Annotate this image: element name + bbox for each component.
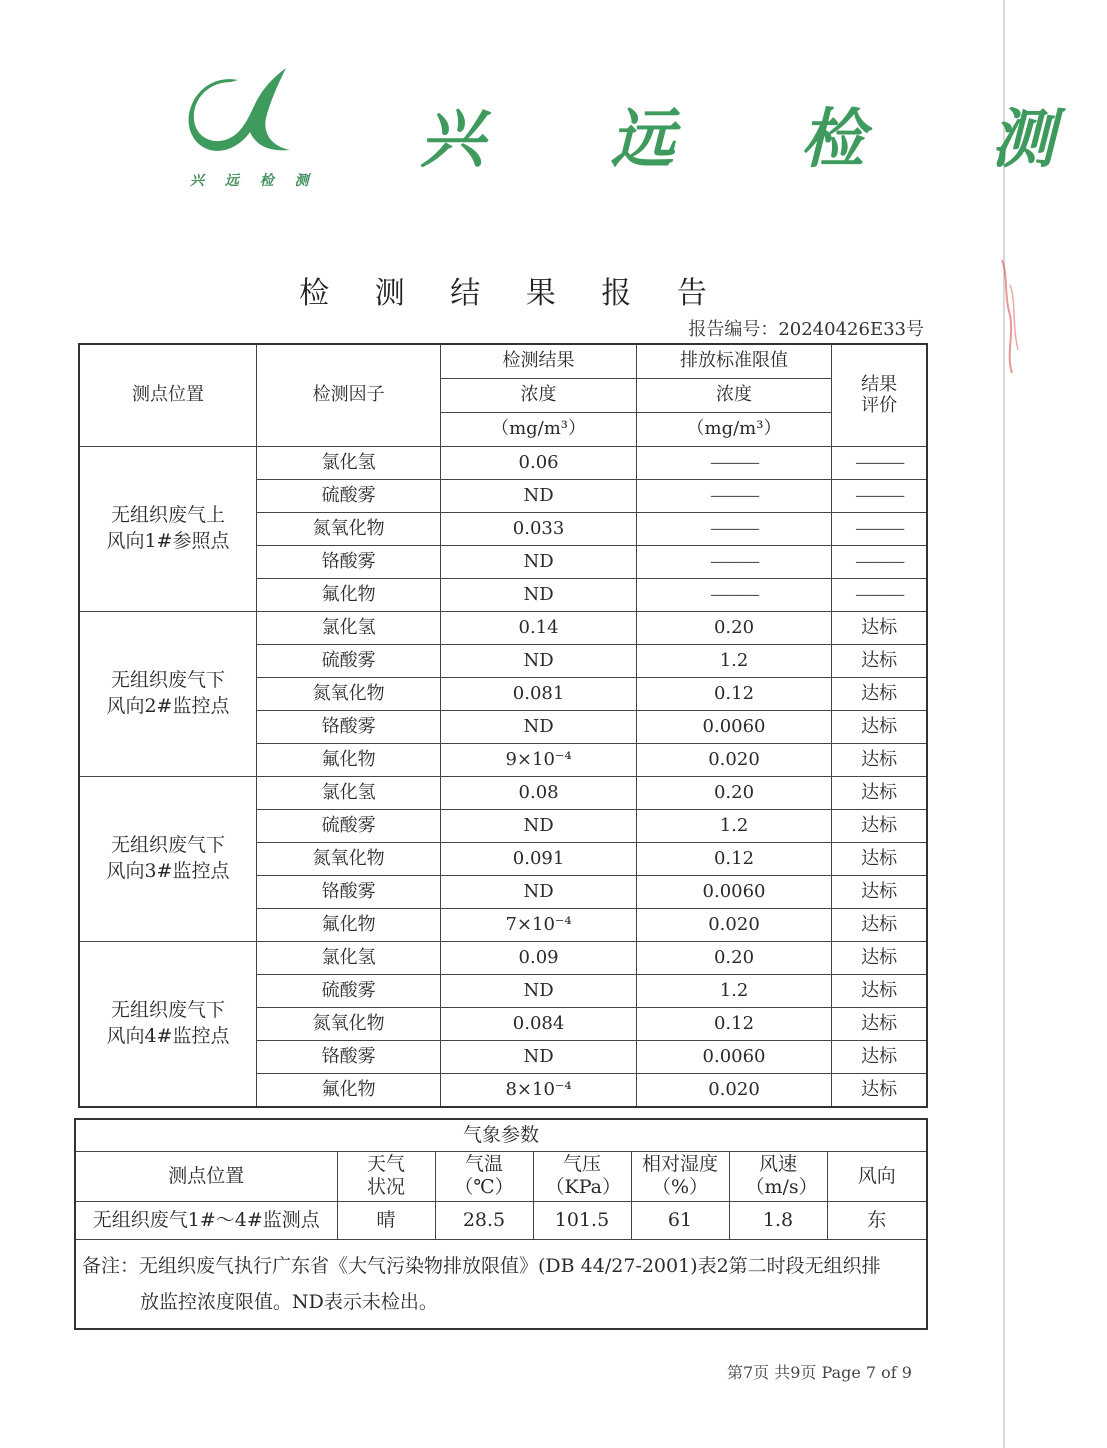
limit-value: ——— bbox=[636, 512, 831, 545]
remarks-line-1: 备注：无组织废气执行广东省《大气污染物排放限值》(DB 44/27-2001)表2第二时段无组织排 bbox=[82, 1254, 881, 1277]
limit-value: 0.20 bbox=[636, 776, 831, 809]
page-footer: 第7页 共9页 Page 7 of 9 bbox=[726, 1363, 912, 1382]
detection-factor: 硫酸雾 bbox=[256, 809, 440, 842]
result-value: 9×10⁻⁴ bbox=[441, 743, 636, 776]
page-edge-line bbox=[1003, 0, 1005, 1448]
evaluation-value: 达标 bbox=[832, 842, 927, 875]
result-value: 0.09 bbox=[441, 941, 636, 974]
logo-caption: 兴 远 检 测 bbox=[190, 173, 317, 189]
header-evaluation-text: 结果评价 bbox=[861, 373, 898, 417]
header-location: 测点位置 bbox=[79, 344, 256, 446]
evaluation-value: 达标 bbox=[832, 710, 927, 743]
evaluation-value: 达标 bbox=[832, 1040, 927, 1073]
evaluation-value: 达标 bbox=[832, 677, 927, 710]
result-value: 0.091 bbox=[441, 842, 636, 875]
weather-header-location: 测点位置 bbox=[75, 1151, 337, 1201]
header-limit-concentration: 浓度 bbox=[636, 378, 831, 412]
detection-factor: 硫酸雾 bbox=[256, 974, 440, 1007]
limit-value: 0.12 bbox=[636, 677, 831, 710]
result-value: ND bbox=[441, 974, 636, 1007]
weather-table bbox=[74, 1118, 928, 1330]
limit-value: 1.2 bbox=[636, 644, 831, 677]
header-result-concentration: 浓度 bbox=[441, 378, 636, 412]
table-row bbox=[79, 776, 927, 809]
monitoring-location: 无组织废气下风向2#监控点 bbox=[79, 611, 256, 776]
limit-value: 0.12 bbox=[636, 842, 831, 875]
header-limit-unit: （mg/m³） bbox=[636, 412, 831, 446]
limit-value: 0.0060 bbox=[636, 710, 831, 743]
evaluation-value: 达标 bbox=[832, 941, 927, 974]
weather-header-temperature: 气温（℃） bbox=[435, 1151, 533, 1201]
remarks-line-2: 放监控浓度限值。ND表示未检出。 bbox=[140, 1290, 438, 1313]
weather-wind-speed: 1.8 bbox=[729, 1201, 827, 1239]
weather-condition: 晴 bbox=[337, 1201, 435, 1239]
detection-factor: 氯化氢 bbox=[256, 611, 440, 644]
evaluation-value: ——— bbox=[832, 479, 927, 512]
evaluation-value: ——— bbox=[832, 512, 927, 545]
result-value: ND bbox=[441, 644, 636, 677]
result-value: 0.033 bbox=[441, 512, 636, 545]
weather-pressure: 101.5 bbox=[533, 1201, 631, 1239]
detection-factor: 氟化物 bbox=[256, 578, 440, 611]
limit-value: 0.0060 bbox=[636, 875, 831, 908]
limit-value: 0.0060 bbox=[636, 1040, 831, 1073]
detection-factor: 氮氧化物 bbox=[256, 1007, 440, 1040]
result-value: ND bbox=[441, 479, 636, 512]
table-row bbox=[79, 941, 927, 974]
weather-header-humidity: 相对湿度（%） bbox=[631, 1151, 729, 1201]
header-result-unit: （mg/m³） bbox=[441, 412, 636, 446]
evaluation-value: ——— bbox=[832, 578, 927, 611]
limit-value: 0.020 bbox=[636, 1073, 831, 1107]
evaluation-value: 达标 bbox=[832, 776, 927, 809]
result-value: 0.08 bbox=[441, 776, 636, 809]
detection-factor: 氮氧化物 bbox=[256, 512, 440, 545]
evaluation-value: 达标 bbox=[832, 1073, 927, 1107]
result-value: 0.084 bbox=[441, 1007, 636, 1040]
monitoring-location: 无组织废气下风向3#监控点 bbox=[79, 776, 256, 941]
result-value: 0.081 bbox=[441, 677, 636, 710]
company-logo-icon bbox=[186, 62, 296, 152]
detection-factor: 铬酸雾 bbox=[256, 875, 440, 908]
weather-header-condition: 天气状况 bbox=[337, 1151, 435, 1201]
evaluation-value: 达标 bbox=[832, 974, 927, 1007]
header-factor: 检测因子 bbox=[256, 344, 440, 446]
brand-name: 兴 远 检 测 bbox=[420, 102, 1107, 177]
detection-factor: 硫酸雾 bbox=[256, 479, 440, 512]
result-value: ND bbox=[441, 875, 636, 908]
detection-factor: 氯化氢 bbox=[256, 776, 440, 809]
weather-title: 气象参数 bbox=[75, 1119, 927, 1151]
evaluation-value: 达标 bbox=[832, 908, 927, 941]
detection-factor: 氟化物 bbox=[256, 1073, 440, 1107]
limit-value: 0.12 bbox=[636, 1007, 831, 1040]
weather-temperature: 28.5 bbox=[435, 1201, 533, 1239]
table-row bbox=[79, 446, 927, 479]
evaluation-value: 达标 bbox=[832, 875, 927, 908]
evaluation-value: 达标 bbox=[832, 743, 927, 776]
detection-factor: 氟化物 bbox=[256, 908, 440, 941]
result-value: 7×10⁻⁴ bbox=[441, 908, 636, 941]
result-value: ND bbox=[441, 578, 636, 611]
detection-factor: 铬酸雾 bbox=[256, 1040, 440, 1073]
results-table bbox=[78, 343, 928, 1108]
limit-value: 1.2 bbox=[636, 974, 831, 1007]
evaluation-value: ——— bbox=[832, 446, 927, 479]
header-evaluation bbox=[832, 344, 927, 446]
detection-factor: 铬酸雾 bbox=[256, 710, 440, 743]
detection-factor: 氟化物 bbox=[256, 743, 440, 776]
weather-humidity: 61 bbox=[631, 1201, 729, 1239]
weather-location: 无组织废气1#～4#监测点 bbox=[75, 1201, 337, 1239]
result-value: 8×10⁻⁴ bbox=[441, 1073, 636, 1107]
weather-header-wind-direction: 风向 bbox=[827, 1151, 927, 1201]
detection-factor: 铬酸雾 bbox=[256, 545, 440, 578]
limit-value: ——— bbox=[636, 545, 831, 578]
limit-value: ——— bbox=[636, 578, 831, 611]
table-row bbox=[79, 611, 927, 644]
monitoring-location: 无组织废气下风向4#监控点 bbox=[79, 941, 256, 1107]
remarks-note bbox=[75, 1239, 927, 1329]
result-value: ND bbox=[441, 1040, 636, 1073]
detection-factor: 氯化氢 bbox=[256, 446, 440, 479]
weather-header-pressure: 气压（KPa） bbox=[533, 1151, 631, 1201]
detection-factor: 氮氧化物 bbox=[256, 842, 440, 875]
limit-value: 0.020 bbox=[636, 743, 831, 776]
report-number: 报告编号：20240426E33号 bbox=[688, 319, 924, 340]
header-result: 检测结果 bbox=[441, 344, 636, 378]
header-limit: 排放标准限值 bbox=[636, 344, 831, 378]
report-title: 检 测 结 果 报 告 bbox=[299, 276, 725, 311]
monitoring-location: 无组织废气上风向1#参照点 bbox=[79, 446, 256, 611]
limit-value: ——— bbox=[636, 446, 831, 479]
evaluation-value: ——— bbox=[832, 545, 927, 578]
limit-value: 1.2 bbox=[636, 809, 831, 842]
limit-value: ——— bbox=[636, 479, 831, 512]
evaluation-value: 达标 bbox=[832, 611, 927, 644]
weather-wind-direction: 东 bbox=[827, 1201, 927, 1239]
limit-value: 0.020 bbox=[636, 908, 831, 941]
result-value: 0.14 bbox=[441, 611, 636, 644]
result-value: ND bbox=[441, 710, 636, 743]
evaluation-value: 达标 bbox=[832, 644, 927, 677]
weather-header-wind-speed: 风速（m/s） bbox=[729, 1151, 827, 1201]
result-value: ND bbox=[441, 545, 636, 578]
result-value: 0.06 bbox=[441, 446, 636, 479]
limit-value: 0.20 bbox=[636, 611, 831, 644]
result-value: ND bbox=[441, 809, 636, 842]
detection-factor: 硫酸雾 bbox=[256, 644, 440, 677]
detection-factor: 氮氧化物 bbox=[256, 677, 440, 710]
detection-factor: 氯化氢 bbox=[256, 941, 440, 974]
evaluation-value: 达标 bbox=[832, 1007, 927, 1040]
limit-value: 0.20 bbox=[636, 941, 831, 974]
evaluation-value: 达标 bbox=[832, 809, 927, 842]
